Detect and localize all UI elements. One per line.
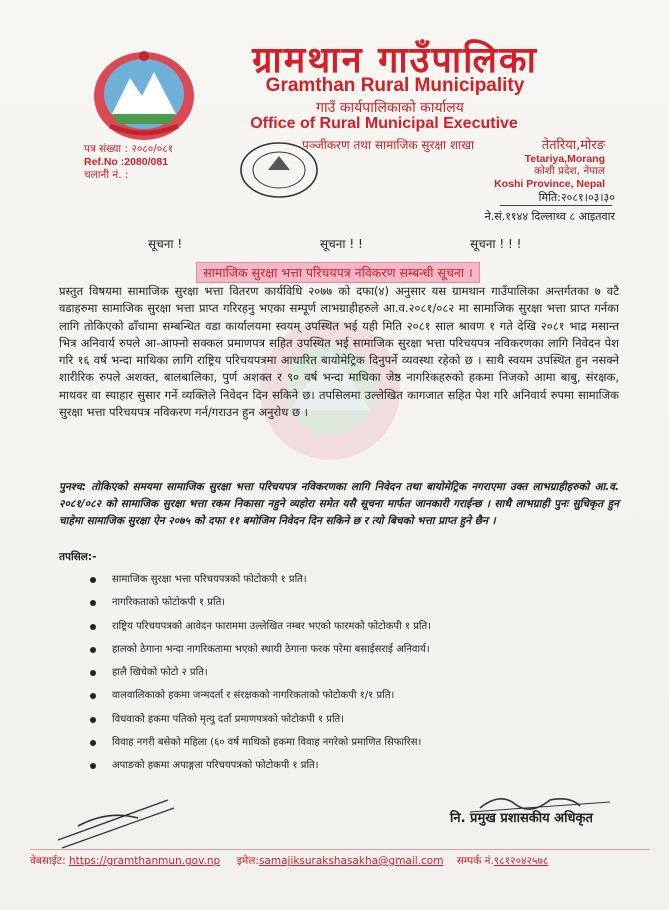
- patra-value: २०८०/०८१: [131, 143, 174, 155]
- municipality-title-nepali: ग्रामथान गाउँपालिका: [252, 40, 538, 81]
- left-signature-stamp-icon: [48, 790, 188, 850]
- required-documents-list: [90, 573, 590, 783]
- municipality-title-english: Gramthan Rural Municipality: [265, 75, 525, 96]
- date-value: २०८१।०३।३०: [560, 191, 615, 204]
- footer-divider: [30, 849, 650, 850]
- office-title-english: Office of Rural Municipal Executive: [250, 115, 518, 132]
- notice-body: प्रस्तुत विषयमा सामाजिक सुरक्षा भत्ता वितरण कार्यविधि २०७७ को दफा(४) अनुसार यस ग्रामथान गाउँपालिका अन्तर्गतका ७ वटै वडाहरुमा सामाजिक सुरक्षा भत्ता प्राप्त गरिरहनु भएका सम्पूर्ण लाभग्राहीहरुले आ.व.२०८१/०८२ मा सामाजिक सुरक्षा भत्ता प्राप्त गर्नका लागि तोकिएको ढाँचामा सम्बन्धित वडा कार्यालयमा स्वयम् उपस्थित भई यही मिति २०८१ साल श्रावण १ गते देखि २०८१ भाद्र मसान्त भित्र अनिवार्य रुपले आ-आफ्नो सक्कल प्रमाणपत्र सहित उपस्थित भई सामाजिक सुरक्षा भत्ता परिचयपत्र नविकरणका लागि निवेदन पेश गरि १६ वर्ष भन्दा माथिका लागि राष्ट्रिय परिचयपत्रमा आधारित बायोमेट्रिक दिनुपर्ने व्यवस्था रहेको छ । साथै स्वयम उपस्थित हुन नसक्ने शारीरिक रुपले अशक्त, बालबालिका, पुर्ण अशक्त र ९० वर्ष भन्दा माथिका जेष्ठ नागरिकहरुको हकमा निजको आमा बाबु, संरक्षक, माथवर वा स्याहार सुसार गर्ने व्यक्तिले निवेदन दिन सकिने छ। तपसिलमा उल्लेखित कागजात सहित पेश गरि अनिवार्य रुपमा सामाजिक सुरक्षा भत्ता परिचयपत्र नविकरण गर्न/गराउन हुन अनुरोध छ ।: [59, 284, 619, 420]
- notice-heading-3: सूचना ! ! !: [470, 237, 522, 251]
- annex-heading: तपसिल:-: [59, 551, 97, 563]
- date-underline: [500, 205, 612, 206]
- postscript-text: तोकिएको समयमा सामाजिक सुरक्षा भत्ता परिचयपत्र नविकरणका लागि निवेदन तथा बायोमेट्रिक नगराएमा उक्त लाभग्राहीहरुको आ.व. २०८१/०८२ को सामाजिक सुरक्षा भत्ता रकम निकासा नहुने व्यहोरा समेत यसै सूचना मार्फत जानकारी गराईन्छ । साथै लाभग्राही पुनः सुचिकृत हुन चाहेमा सामाजिक सुरक्षा ऐन २०७५ को दफा ११ बमोजिम निवेदन दिन सकिने छ र त्यो बिचको भत्ता प्राप्त हुने छैन ।: [59, 481, 619, 527]
- notice-heading-2: सूचना ! !: [320, 237, 363, 251]
- date-line: [505, 190, 615, 205]
- postscript-label: पुनश्च:: [59, 481, 87, 493]
- province-english: Koshi Province, Nepal: [494, 177, 605, 190]
- website-link[interactable]: https://gramthanmun.gov.np: [68, 855, 221, 867]
- list-item: वालवालिकाको हकमा जन्मदर्ता र संरक्षकको नागरिकताको फोटोकपी १/१ प्रति।: [90, 689, 590, 712]
- postscript: [59, 479, 619, 530]
- place-nepali: तेतरिया,मोरङ: [541, 138, 605, 153]
- website-label: वेबसाईट:: [30, 855, 66, 867]
- list-item: राष्ट्रिय परिचयपत्रको आवेदन फाराममा उल्लेखित नम्बर भएको फारमको फोटोकपी १ प्रति।: [90, 620, 590, 643]
- chalani-label: चलानी नं. :: [84, 169, 129, 181]
- email-link[interactable]: samajiksurakshasakha@gmail.com: [258, 855, 444, 867]
- date-label: मिति:: [538, 191, 561, 204]
- subject-text: सामाजिक सुरक्षा भत्ता परिचयपत्र नविकरण सम्बन्धी सूचना ।: [196, 262, 480, 283]
- patra-label: पत्र संख्या :: [84, 143, 129, 155]
- province-nepali: कोशी प्रदेश, नेपाल: [534, 165, 605, 177]
- list-item: हालै खिचेको फोटो २ प्रति।: [90, 666, 590, 689]
- phone-label: सम्पर्क नं.: [456, 855, 494, 867]
- list-item: सामाजिक सुरक्षा भत्ता परिचयपत्रको फोटोकपी १ प्रति।: [90, 573, 590, 596]
- notice-heading-1: सूचना !: [148, 237, 183, 251]
- nepal-sambat-date: ने.सं.११४४ दिल्लाथ्व ८ आइतवार: [484, 210, 615, 223]
- email-label: इमेल:: [236, 855, 259, 867]
- list-item: विवाह नगरी बसेको महिला (६० वर्ष माथिको हकमा विवाह नगरेको प्रमाणित सिफारिस।: [90, 736, 590, 759]
- list-item: हालको ठेगाना भन्दा नागरिकतामा भएको स्थायी ठेगाना फरक परेमा बसाईसराई अनिवार्य।: [90, 643, 590, 666]
- footer-contact: [30, 854, 650, 868]
- list-item: अपाङको हकमा अपाङ्गता परिचयपत्रको फोटोकपी १ प्रति।: [90, 759, 590, 782]
- ref-value: 2080/081: [124, 156, 169, 168]
- signatory-title: नि. प्रमुख प्रशासकीय अधिकृत: [450, 811, 593, 826]
- subject-line: [60, 262, 616, 283]
- ref-label: Ref.No :: [84, 156, 125, 168]
- office-title-nepali: गाउँ कार्यपालिकाको कार्यालय: [316, 100, 464, 116]
- list-item: नागरिकताको फोटोकपी १ प्रति।: [90, 596, 590, 619]
- nepal-emblem-icon: [90, 42, 198, 142]
- office-stamp-icon: [238, 140, 320, 200]
- phone-number[interactable]: ९८१२०४२५७८: [493, 855, 549, 867]
- address-block: [485, 140, 605, 190]
- branch-name: पञ्जीकरण तथा सामाजिक सुरक्षा शाखा: [302, 138, 475, 152]
- list-item: विधवाको हकमा पतिको मृत्यु दर्ता प्रमाणपत्रको फोटोकपी १ प्रति।: [90, 713, 590, 736]
- place-english: Tetariya,Morang: [524, 152, 605, 165]
- reference-block: [84, 143, 173, 182]
